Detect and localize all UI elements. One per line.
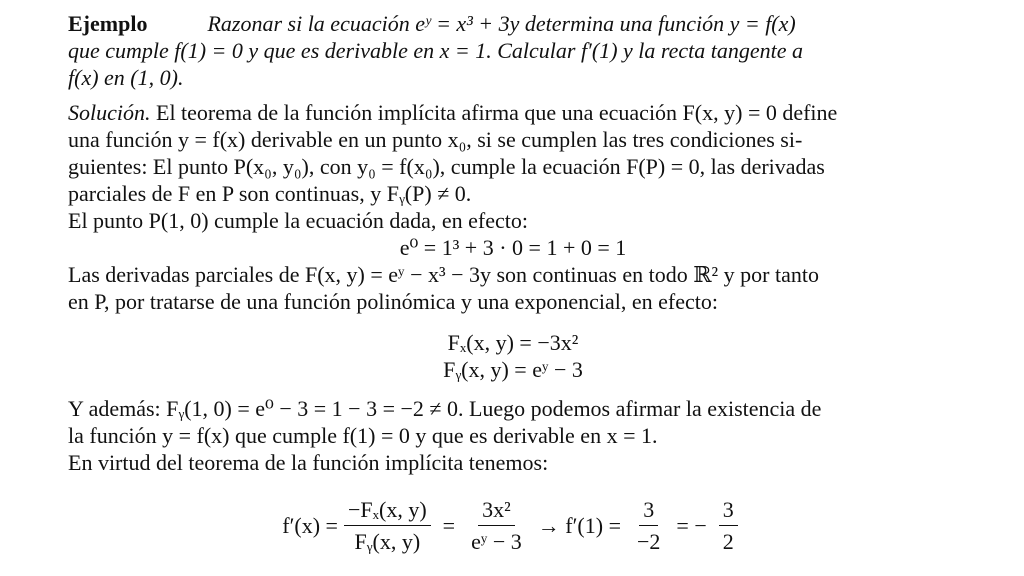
fy-equation: Fᵧ(x, y) = eʸ − 3 — [443, 357, 583, 382]
document-page — [68, 10, 958, 555]
example-statement-1: Razonar si la ecuación eʸ = x³ + 3y determina una función y = f(x) — [207, 11, 796, 36]
evaluation-arrow: → f′(1) = — [537, 513, 621, 538]
derivative-lhs: f′(x) = — [282, 513, 338, 538]
solution-text-1: El teorema de la función implícita afirma que una ecuación F(x, y) = 0 define — [156, 100, 838, 125]
fraction-expression-numerator: 3x² — [478, 496, 515, 526]
fraction-evaluated-numerator: 3 — [639, 496, 658, 526]
solution-line-1 — [68, 99, 958, 126]
example-line-2: que cumple f(1) = 0 y que es derivable en x = 1. Calcular f′(1) y la recta tangente a — [68, 38, 804, 63]
fraction-partials-denominator: Fᵧ(x, y) — [354, 529, 421, 554]
solution-label: Solución. — [68, 100, 151, 125]
theorem-line: En virtud del teorema de la función implícita tenemos: — [68, 450, 549, 475]
fraction-partials — [344, 496, 431, 555]
solution-line-2: una función y = f(x) derivable en un punto x₀, si se cumplen las tres condiciones si- — [68, 127, 803, 152]
point-check-line: El punto P(1, 0) cumple la ecuación dada, en efecto: — [68, 208, 528, 233]
fraction-partials-numerator: −Fₓ(x, y) — [344, 496, 431, 526]
equals-sign: = — [442, 513, 456, 538]
solution-line-4: parciales de F en P son continuas, y Fᵧ(P) ≠ 0. — [68, 181, 472, 206]
equals-minus-sign: = − — [676, 513, 707, 538]
fraction-result-numerator: 3 — [719, 496, 738, 526]
condition-line-1: Y además: Fᵧ(1, 0) = e⁰ − 3 = 1 − 3 = −2 ≠ 0. Luego podemos afirmar la existencia de — [68, 396, 822, 421]
solution-line-3: guientes: El punto P(x₀, y₀), con y₀ = f(x₀), cumple la ecuación F(P) = 0, las derivadas — [68, 154, 825, 179]
example-line-1 — [68, 10, 958, 37]
fraction-evaluated-denominator: −2 — [636, 529, 661, 554]
condition-line-2: la función y = f(x) que cumple f(1) = 0 y que es derivable en x = 1. — [68, 423, 658, 448]
partials-line-2: en P, por tratarse de una función polinómica y una exponencial, en efecto: — [68, 289, 718, 314]
fraction-expression — [467, 496, 526, 555]
derivative-equation — [68, 496, 958, 555]
example-heading: Ejemplo — [68, 11, 148, 36]
fraction-result — [719, 496, 738, 555]
fraction-result-denominator: 2 — [722, 529, 734, 554]
fraction-evaluated — [633, 496, 664, 555]
partials-equations — [68, 329, 958, 383]
point-check-equation: e⁰ = 1³ + 3 · 0 = 1 + 0 = 1 — [399, 235, 627, 260]
partials-line-1: Las derivadas parciales de F(x, y) = eʸ − x³ − 3y son continuas en todo ℝ² y por tanto — [68, 262, 819, 287]
example-line-3: f(x) en (1, 0). — [68, 65, 184, 90]
fx-equation: Fₓ(x, y) = −3x² — [447, 330, 579, 355]
fraction-expression-denominator: eʸ − 3 — [471, 529, 522, 554]
